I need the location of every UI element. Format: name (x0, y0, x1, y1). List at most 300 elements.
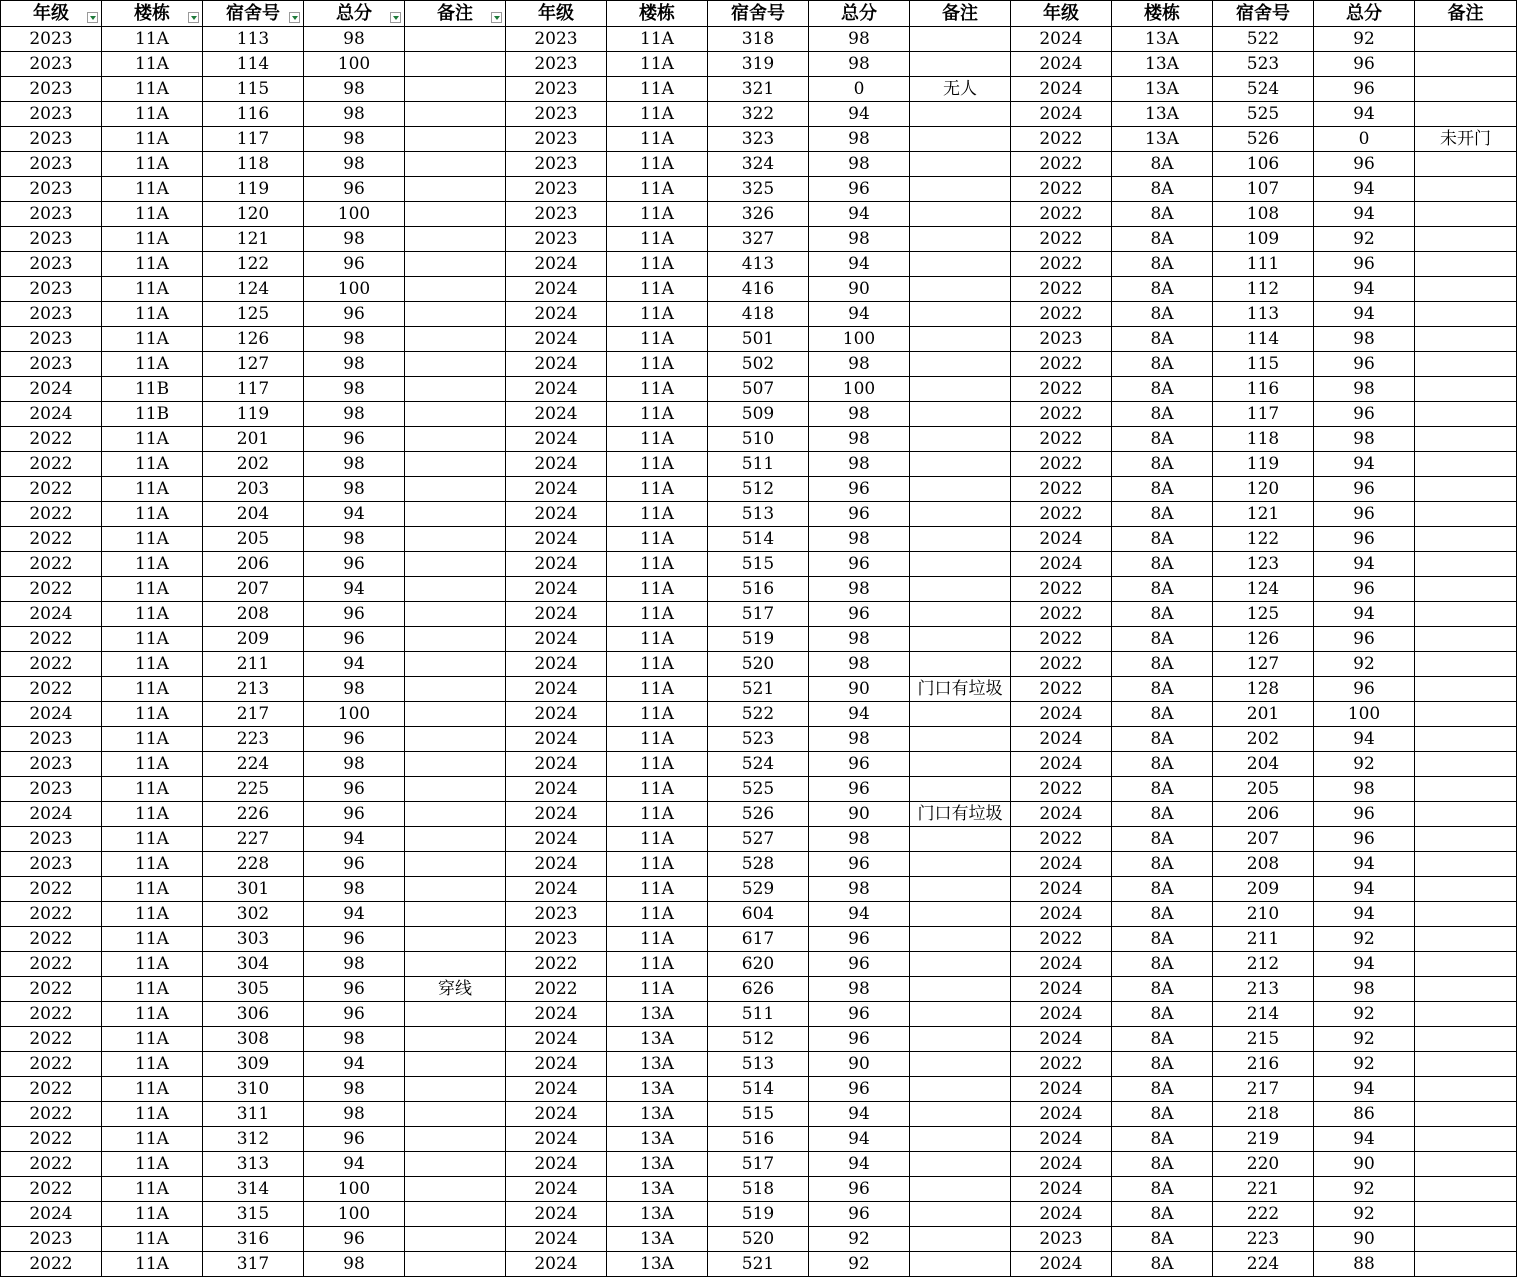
cell-remark[interactable] (1415, 452, 1517, 477)
cell-building[interactable]: 13A (607, 1152, 708, 1177)
cell-room[interactable]: 202 (203, 452, 304, 477)
cell-grade[interactable]: 2023 (1, 227, 102, 252)
cell-remark[interactable] (405, 277, 506, 302)
cell-score[interactable]: 96 (1314, 827, 1415, 852)
cell-remark[interactable] (405, 1077, 506, 1102)
cell-building[interactable]: 11A (607, 277, 708, 302)
cell-room[interactable]: 213 (203, 677, 304, 702)
cell-remark[interactable] (405, 1027, 506, 1052)
cell-grade[interactable]: 2022 (1011, 227, 1112, 252)
cell-building[interactable]: 11B (102, 402, 203, 427)
cell-remark[interactable] (1415, 927, 1517, 952)
cell-room[interactable]: 517 (708, 1152, 809, 1177)
cell-score[interactable]: 98 (304, 327, 405, 352)
cell-score[interactable]: 96 (809, 1002, 910, 1027)
cell-remark[interactable] (910, 777, 1011, 802)
cell-remark[interactable] (1415, 102, 1517, 127)
cell-remark[interactable] (1415, 627, 1517, 652)
cell-grade[interactable]: 2022 (1, 902, 102, 927)
cell-building[interactable]: 11A (607, 627, 708, 652)
cell-room[interactable]: 119 (203, 177, 304, 202)
cell-grade[interactable]: 2022 (1, 927, 102, 952)
cell-score[interactable]: 94 (1314, 877, 1415, 902)
cell-room[interactable]: 604 (708, 902, 809, 927)
cell-grade[interactable]: 2023 (1, 27, 102, 52)
cell-grade[interactable]: 2023 (506, 52, 607, 77)
cell-building[interactable]: 8A (1112, 752, 1213, 777)
cell-building[interactable]: 11A (102, 277, 203, 302)
cell-remark[interactable] (1415, 52, 1517, 77)
cell-room[interactable]: 109 (1213, 227, 1314, 252)
cell-score[interactable]: 96 (1314, 802, 1415, 827)
cell-score[interactable]: 96 (809, 602, 910, 627)
filter-dropdown-icon[interactable] (289, 12, 300, 23)
cell-building[interactable]: 11A (607, 602, 708, 627)
cell-remark[interactable] (405, 627, 506, 652)
cell-score[interactable]: 94 (304, 652, 405, 677)
cell-room[interactable]: 217 (1213, 1077, 1314, 1102)
cell-remark[interactable] (1415, 1177, 1517, 1202)
cell-score[interactable]: 94 (809, 1152, 910, 1177)
cell-remark[interactable] (910, 577, 1011, 602)
cell-score[interactable]: 98 (809, 452, 910, 477)
cell-score[interactable]: 96 (1314, 152, 1415, 177)
cell-grade[interactable]: 2024 (1011, 1177, 1112, 1202)
cell-room[interactable]: 512 (708, 477, 809, 502)
cell-room[interactable]: 205 (1213, 777, 1314, 802)
cell-remark[interactable] (405, 1102, 506, 1127)
cell-score[interactable]: 98 (809, 402, 910, 427)
cell-building[interactable]: 11A (102, 127, 203, 152)
cell-building[interactable]: 11A (102, 152, 203, 177)
cell-grade[interactable]: 2022 (1, 677, 102, 702)
cell-remark[interactable] (405, 27, 506, 52)
cell-grade[interactable]: 2022 (1, 1127, 102, 1152)
cell-score[interactable]: 94 (304, 502, 405, 527)
cell-building[interactable]: 8A (1112, 152, 1213, 177)
cell-score[interactable]: 98 (809, 652, 910, 677)
cell-room[interactable]: 207 (203, 577, 304, 602)
cell-grade[interactable]: 2023 (506, 927, 607, 952)
filter-dropdown-icon[interactable] (87, 12, 98, 23)
cell-score[interactable]: 92 (1314, 1202, 1415, 1227)
cell-grade[interactable]: 2023 (1, 752, 102, 777)
cell-remark[interactable] (910, 1077, 1011, 1102)
cell-score[interactable]: 96 (304, 927, 405, 952)
cell-remark[interactable] (910, 502, 1011, 527)
cell-score[interactable]: 94 (1314, 277, 1415, 302)
cell-grade[interactable]: 2023 (1011, 1227, 1112, 1252)
cell-building[interactable]: 8A (1112, 602, 1213, 627)
cell-room[interactable]: 620 (708, 952, 809, 977)
cell-building[interactable]: 11A (102, 227, 203, 252)
cell-grade[interactable]: 2024 (1, 377, 102, 402)
cell-remark[interactable] (1415, 1152, 1517, 1177)
cell-remark[interactable] (405, 502, 506, 527)
cell-remark[interactable] (910, 252, 1011, 277)
cell-score[interactable]: 98 (304, 952, 405, 977)
cell-remark[interactable] (405, 1002, 506, 1027)
cell-building[interactable]: 8A (1112, 302, 1213, 327)
cell-remark[interactable] (910, 102, 1011, 127)
cell-room[interactable]: 212 (1213, 952, 1314, 977)
cell-remark[interactable] (405, 702, 506, 727)
cell-score[interactable]: 86 (1314, 1102, 1415, 1127)
cell-remark[interactable] (1415, 577, 1517, 602)
cell-remark[interactable]: 未开门 (1415, 127, 1517, 152)
header-remark-3[interactable] (1415, 1, 1517, 27)
cell-room[interactable]: 617 (708, 927, 809, 952)
cell-building[interactable]: 8A (1112, 927, 1213, 952)
cell-building[interactable]: 11A (102, 827, 203, 852)
cell-remark[interactable] (910, 1102, 1011, 1127)
cell-building[interactable]: 8A (1112, 902, 1213, 927)
cell-room[interactable]: 513 (708, 1052, 809, 1077)
cell-building[interactable]: 11A (102, 527, 203, 552)
cell-building[interactable]: 8A (1112, 352, 1213, 377)
cell-grade[interactable]: 2022 (1011, 827, 1112, 852)
cell-score[interactable]: 92 (1314, 1052, 1415, 1077)
cell-building[interactable]: 8A (1112, 452, 1213, 477)
header-room-2[interactable] (708, 1, 809, 27)
cell-grade[interactable]: 2024 (1011, 52, 1112, 77)
cell-grade[interactable]: 2024 (506, 352, 607, 377)
cell-grade[interactable]: 2024 (1011, 1077, 1112, 1102)
cell-grade[interactable]: 2023 (1, 352, 102, 377)
cell-room[interactable]: 204 (1213, 752, 1314, 777)
cell-score[interactable]: 98 (809, 427, 910, 452)
cell-room[interactable]: 318 (708, 27, 809, 52)
cell-building[interactable]: 11A (102, 602, 203, 627)
header-building-2[interactable] (607, 1, 708, 27)
cell-score[interactable]: 100 (304, 202, 405, 227)
cell-building[interactable]: 8A (1112, 1177, 1213, 1202)
cell-room[interactable]: 115 (203, 77, 304, 102)
cell-building[interactable]: 11A (102, 302, 203, 327)
cell-score[interactable]: 98 (1314, 777, 1415, 802)
cell-grade[interactable]: 2024 (1011, 877, 1112, 902)
cell-building[interactable]: 8A (1112, 552, 1213, 577)
cell-building[interactable]: 11A (607, 327, 708, 352)
cell-score[interactable]: 92 (1314, 652, 1415, 677)
cell-building[interactable]: 11A (102, 777, 203, 802)
cell-room[interactable]: 125 (1213, 602, 1314, 627)
cell-building[interactable]: 11A (102, 1252, 203, 1277)
cell-remark[interactable] (405, 777, 506, 802)
cell-room[interactable]: 123 (1213, 552, 1314, 577)
cell-score[interactable]: 94 (1314, 102, 1415, 127)
cell-building[interactable]: 11A (607, 202, 708, 227)
cell-remark[interactable] (910, 377, 1011, 402)
cell-room[interactable]: 116 (1213, 377, 1314, 402)
cell-building[interactable]: 13A (607, 1127, 708, 1152)
cell-building[interactable]: 11A (102, 77, 203, 102)
cell-remark[interactable] (405, 227, 506, 252)
cell-remark[interactable] (405, 727, 506, 752)
cell-grade[interactable]: 2024 (506, 752, 607, 777)
cell-remark[interactable] (1415, 252, 1517, 277)
cell-score[interactable]: 96 (809, 927, 910, 952)
cell-room[interactable]: 227 (203, 827, 304, 852)
cell-building[interactable]: 8A (1112, 202, 1213, 227)
cell-grade[interactable]: 2023 (1, 1227, 102, 1252)
cell-grade[interactable]: 2024 (506, 477, 607, 502)
cell-score[interactable]: 98 (304, 27, 405, 52)
cell-remark[interactable] (1415, 177, 1517, 202)
cell-score[interactable]: 98 (1314, 977, 1415, 1002)
cell-room[interactable]: 112 (1213, 277, 1314, 302)
cell-score[interactable]: 100 (1314, 702, 1415, 727)
cell-remark[interactable] (405, 652, 506, 677)
cell-grade[interactable]: 2024 (506, 1252, 607, 1277)
cell-room[interactable]: 510 (708, 427, 809, 452)
cell-score[interactable]: 96 (809, 1202, 910, 1227)
cell-room[interactable]: 514 (708, 527, 809, 552)
filter-dropdown-icon[interactable] (390, 12, 401, 23)
cell-grade[interactable]: 2024 (506, 577, 607, 602)
cell-building[interactable]: 11A (102, 27, 203, 52)
cell-score[interactable]: 96 (304, 852, 405, 877)
cell-score[interactable]: 96 (1314, 502, 1415, 527)
cell-score[interactable]: 94 (809, 202, 910, 227)
cell-room[interactable]: 319 (708, 52, 809, 77)
cell-room[interactable]: 128 (1213, 677, 1314, 702)
cell-grade[interactable]: 2023 (506, 202, 607, 227)
cell-room[interactable]: 219 (1213, 1127, 1314, 1152)
cell-building[interactable]: 11A (607, 27, 708, 52)
cell-room[interactable]: 208 (1213, 852, 1314, 877)
cell-room[interactable]: 501 (708, 327, 809, 352)
cell-score[interactable]: 96 (1314, 52, 1415, 77)
cell-building[interactable]: 11A (102, 1227, 203, 1252)
cell-grade[interactable]: 2022 (1, 1177, 102, 1202)
cell-score[interactable]: 98 (304, 1252, 405, 1277)
cell-remark[interactable] (405, 1127, 506, 1152)
cell-building[interactable]: 11A (607, 352, 708, 377)
cell-room[interactable]: 120 (203, 202, 304, 227)
cell-room[interactable]: 215 (1213, 1027, 1314, 1052)
cell-score[interactable]: 96 (304, 1227, 405, 1252)
cell-remark[interactable] (910, 127, 1011, 152)
cell-grade[interactable]: 2023 (1, 152, 102, 177)
cell-remark[interactable] (1415, 952, 1517, 977)
cell-grade[interactable]: 2024 (1011, 1152, 1112, 1177)
cell-grade[interactable]: 2022 (1, 1027, 102, 1052)
cell-room[interactable]: 119 (1213, 452, 1314, 477)
cell-room[interactable]: 305 (203, 977, 304, 1002)
cell-score[interactable]: 100 (809, 377, 910, 402)
cell-building[interactable]: 11A (102, 677, 203, 702)
cell-grade[interactable]: 2024 (506, 627, 607, 652)
cell-score[interactable]: 94 (1314, 302, 1415, 327)
cell-score[interactable]: 94 (1314, 1127, 1415, 1152)
cell-room[interactable]: 209 (203, 627, 304, 652)
cell-score[interactable]: 92 (1314, 1177, 1415, 1202)
cell-building[interactable]: 8A (1112, 677, 1213, 702)
cell-grade[interactable]: 2023 (1, 177, 102, 202)
cell-building[interactable]: 11B (102, 377, 203, 402)
cell-remark[interactable]: 门口有垃圾 (910, 802, 1011, 827)
cell-room[interactable]: 313 (203, 1152, 304, 1177)
cell-room[interactable]: 317 (203, 1252, 304, 1277)
cell-room[interactable]: 308 (203, 1027, 304, 1052)
cell-grade[interactable]: 2023 (506, 902, 607, 927)
cell-remark[interactable] (405, 602, 506, 627)
cell-building[interactable]: 11A (607, 452, 708, 477)
cell-score[interactable]: 94 (809, 902, 910, 927)
cell-grade[interactable]: 2024 (1011, 852, 1112, 877)
cell-room[interactable]: 522 (708, 702, 809, 727)
cell-grade[interactable]: 2023 (1, 727, 102, 752)
cell-score[interactable]: 92 (1314, 1027, 1415, 1052)
cell-score[interactable]: 90 (1314, 1152, 1415, 1177)
cell-building[interactable]: 8A (1112, 427, 1213, 452)
cell-remark[interactable] (1415, 1027, 1517, 1052)
cell-building[interactable]: 8A (1112, 977, 1213, 1002)
cell-room[interactable]: 117 (203, 377, 304, 402)
cell-room[interactable]: 117 (203, 127, 304, 152)
cell-building[interactable]: 11A (607, 777, 708, 802)
cell-building[interactable]: 11A (102, 802, 203, 827)
cell-score[interactable]: 96 (304, 777, 405, 802)
cell-remark[interactable] (405, 402, 506, 427)
cell-grade[interactable]: 2022 (1, 1152, 102, 1177)
cell-grade[interactable]: 2024 (506, 677, 607, 702)
cell-room[interactable]: 204 (203, 502, 304, 527)
cell-remark[interactable] (910, 277, 1011, 302)
cell-score[interactable]: 96 (1314, 252, 1415, 277)
cell-room[interactable]: 416 (708, 277, 809, 302)
cell-room[interactable]: 226 (203, 802, 304, 827)
cell-room[interactable]: 511 (708, 452, 809, 477)
cell-remark[interactable] (910, 702, 1011, 727)
cell-score[interactable]: 98 (809, 527, 910, 552)
cell-score[interactable]: 96 (304, 1002, 405, 1027)
cell-remark[interactable] (1415, 77, 1517, 102)
cell-remark[interactable] (910, 302, 1011, 327)
cell-grade[interactable]: 2022 (1, 527, 102, 552)
cell-score[interactable]: 96 (304, 177, 405, 202)
cell-grade[interactable]: 2022 (1, 452, 102, 477)
header-score-1[interactable] (304, 1, 405, 27)
cell-room[interactable]: 121 (203, 227, 304, 252)
cell-grade[interactable]: 2024 (1011, 1127, 1112, 1152)
cell-score[interactable]: 98 (304, 1102, 405, 1127)
header-grade-1[interactable] (1, 1, 102, 27)
cell-score[interactable]: 96 (809, 852, 910, 877)
cell-grade[interactable]: 2024 (1011, 702, 1112, 727)
cell-grade[interactable]: 2024 (506, 602, 607, 627)
cell-score[interactable]: 94 (304, 902, 405, 927)
cell-remark[interactable] (405, 452, 506, 477)
cell-grade[interactable]: 2022 (1011, 127, 1112, 152)
cell-score[interactable]: 90 (809, 277, 910, 302)
cell-remark[interactable] (1415, 377, 1517, 402)
cell-building[interactable]: 11A (102, 177, 203, 202)
cell-remark[interactable] (405, 52, 506, 77)
cell-score[interactable]: 98 (304, 1027, 405, 1052)
cell-building[interactable]: 8A (1112, 877, 1213, 902)
cell-score[interactable]: 98 (304, 752, 405, 777)
cell-room[interactable]: 516 (708, 577, 809, 602)
cell-grade[interactable]: 2022 (1011, 1052, 1112, 1077)
cell-score[interactable]: 96 (304, 602, 405, 627)
cell-score[interactable]: 94 (1314, 452, 1415, 477)
cell-remark[interactable] (910, 1152, 1011, 1177)
cell-remark[interactable] (1415, 1227, 1517, 1252)
cell-room[interactable]: 218 (1213, 1102, 1314, 1127)
cell-grade[interactable]: 2022 (1011, 202, 1112, 227)
cell-grade[interactable]: 2022 (1, 1252, 102, 1277)
cell-remark[interactable] (910, 327, 1011, 352)
cell-score[interactable]: 96 (1314, 77, 1415, 102)
cell-grade[interactable]: 2023 (1, 102, 102, 127)
cell-score[interactable]: 88 (1314, 1252, 1415, 1277)
cell-building[interactable]: 8A (1112, 527, 1213, 552)
cell-room[interactable]: 220 (1213, 1152, 1314, 1177)
cell-building[interactable]: 8A (1112, 402, 1213, 427)
cell-grade[interactable]: 2023 (1, 777, 102, 802)
cell-grade[interactable]: 2024 (1011, 752, 1112, 777)
cell-remark[interactable] (405, 77, 506, 102)
cell-building[interactable]: 11A (607, 952, 708, 977)
cell-room[interactable]: 304 (203, 952, 304, 977)
cell-remark[interactable] (910, 927, 1011, 952)
cell-room[interactable]: 114 (203, 52, 304, 77)
cell-score[interactable]: 98 (304, 227, 405, 252)
cell-score[interactable]: 96 (1314, 352, 1415, 377)
cell-room[interactable]: 529 (708, 877, 809, 902)
cell-building[interactable]: 11A (102, 252, 203, 277)
cell-remark[interactable] (910, 52, 1011, 77)
cell-building[interactable]: 11A (607, 252, 708, 277)
cell-grade[interactable]: 2024 (506, 377, 607, 402)
cell-grade[interactable]: 2024 (506, 1027, 607, 1052)
cell-score[interactable]: 98 (809, 877, 910, 902)
cell-remark[interactable] (1415, 227, 1517, 252)
cell-grade[interactable]: 2024 (506, 1077, 607, 1102)
header-score-2[interactable] (809, 1, 910, 27)
cell-room[interactable]: 209 (1213, 877, 1314, 902)
cell-remark[interactable] (1415, 1202, 1517, 1227)
cell-score[interactable]: 98 (809, 577, 910, 602)
cell-room[interactable]: 216 (1213, 1052, 1314, 1077)
cell-building[interactable]: 8A (1112, 1152, 1213, 1177)
cell-room[interactable]: 208 (203, 602, 304, 627)
cell-score[interactable]: 94 (304, 827, 405, 852)
cell-grade[interactable]: 2022 (1, 552, 102, 577)
cell-score[interactable]: 96 (304, 802, 405, 827)
cell-remark[interactable] (910, 402, 1011, 427)
cell-grade[interactable]: 2022 (1011, 377, 1112, 402)
cell-remark[interactable] (910, 27, 1011, 52)
cell-remark[interactable] (1415, 527, 1517, 552)
cell-remark[interactable] (910, 1027, 1011, 1052)
cell-room[interactable]: 217 (203, 702, 304, 727)
cell-building[interactable]: 11A (607, 302, 708, 327)
cell-building[interactable]: 11A (607, 727, 708, 752)
cell-room[interactable]: 309 (203, 1052, 304, 1077)
cell-grade[interactable]: 2023 (1, 252, 102, 277)
cell-room[interactable]: 526 (1213, 127, 1314, 152)
cell-remark[interactable] (1415, 502, 1517, 527)
header-remark-1[interactable] (405, 1, 506, 27)
cell-score[interactable]: 90 (809, 802, 910, 827)
cell-remark[interactable] (910, 977, 1011, 1002)
cell-grade[interactable]: 2024 (506, 252, 607, 277)
cell-grade[interactable]: 2024 (506, 652, 607, 677)
cell-score[interactable]: 94 (1314, 602, 1415, 627)
